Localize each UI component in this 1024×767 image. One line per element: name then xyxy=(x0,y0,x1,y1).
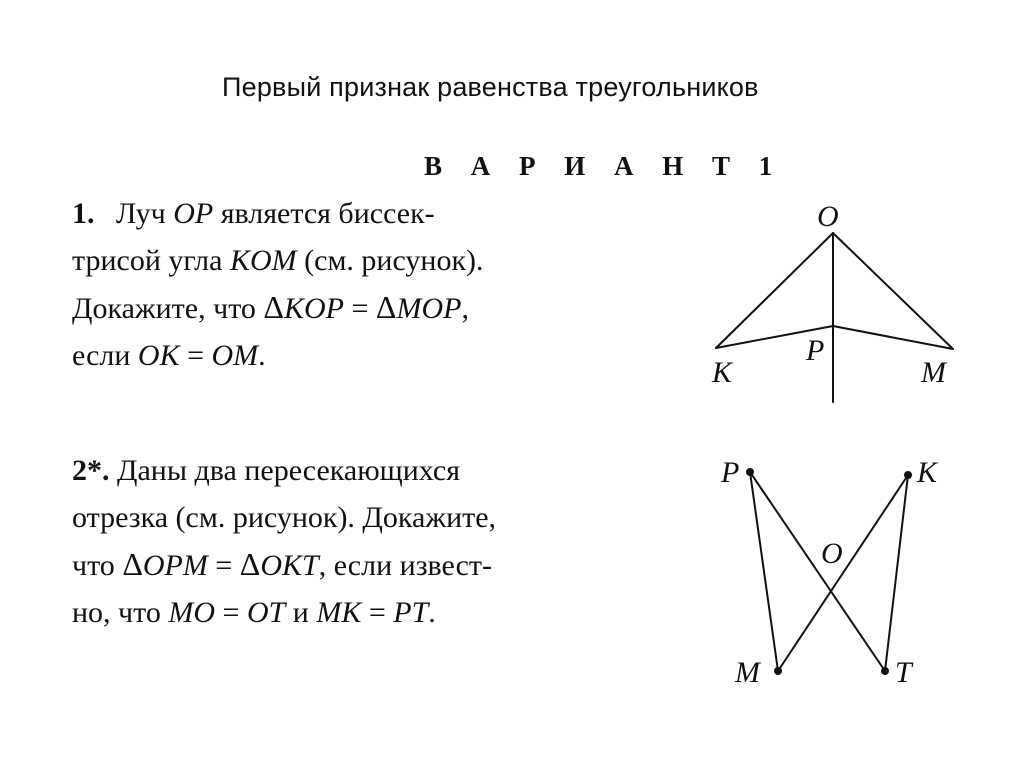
label-o: O xyxy=(821,537,843,570)
task-2-line-2: отрезка (см. рисунок). Докажите, xyxy=(72,501,497,534)
variant-heading: В А Р И А Н Т 1 xyxy=(424,151,784,181)
segment-ok xyxy=(716,233,833,348)
segment-pm xyxy=(833,326,953,349)
segment-om xyxy=(833,233,953,349)
segment-pm xyxy=(750,472,778,671)
task-1-line-3: Докажите, что ΔKOP = ΔMOP, xyxy=(72,289,469,325)
triangle-symbol: Δ xyxy=(239,546,261,582)
label-m: M xyxy=(921,356,946,389)
label-p: P xyxy=(721,456,740,489)
label-p: P xyxy=(806,334,825,367)
triangle-symbol: Δ xyxy=(263,289,284,325)
task-2 xyxy=(72,447,496,636)
figure-1-bisector-diagram xyxy=(700,195,990,410)
label-t: T xyxy=(895,656,912,689)
task-1-line-2: трисой угла KOM (см. рисунок). xyxy=(72,244,484,277)
task-2-line-4: но, что MO = OT и MK = PT. xyxy=(72,596,436,629)
label-k: K xyxy=(917,456,938,489)
point-t xyxy=(881,667,889,675)
task-2-number: 2*. xyxy=(72,454,110,487)
point-m xyxy=(774,667,782,675)
label-k: K xyxy=(712,356,733,389)
task-2-line-1: 2*. Даны два пересекающихся xyxy=(72,454,461,487)
task-1-number: 1. xyxy=(72,197,95,230)
figure-2-intersecting-segments xyxy=(715,445,960,695)
task-1-line-1: 1. Луч OP является биссек- xyxy=(72,197,435,230)
ray-name: OP xyxy=(173,197,214,230)
label-o: O xyxy=(817,200,839,233)
label-m: M xyxy=(735,656,760,689)
task-1 xyxy=(72,190,484,379)
task-2-line-3: что ΔOPM = ΔOKT, если извест- xyxy=(72,546,493,582)
triangle-symbol: Δ xyxy=(122,546,143,582)
page-title: Первый признак равенства треугольников xyxy=(222,72,759,102)
point-p xyxy=(746,468,754,476)
angle-name: KOM xyxy=(229,244,297,277)
task-1-line-4: если OK = OM. xyxy=(72,339,266,372)
segment-pt xyxy=(750,472,885,671)
triangle-symbol: Δ xyxy=(375,289,397,325)
point-k xyxy=(904,471,912,479)
